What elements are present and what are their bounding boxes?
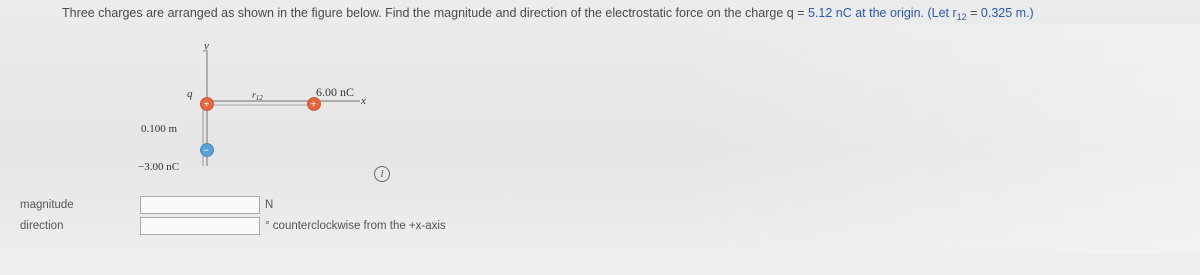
r12-sub: 12 <box>255 94 263 102</box>
distance-label: 0.100 m <box>141 123 178 135</box>
q-value: 5.12 <box>807 6 833 20</box>
r-subscript: 12 <box>956 12 967 22</box>
q-charge-sign: + <box>203 99 210 111</box>
y-axis-label: y <box>204 40 209 52</box>
r12-label <box>252 91 263 102</box>
problem-intro: Three charges are arranged as shown in the figure below. Find the magnitude and direction of the electrostatic force on the charge q = <box>62 6 808 20</box>
r12-letter: r <box>252 91 256 101</box>
direction-input[interactable] <box>140 217 260 235</box>
problem-statement <box>62 6 1197 22</box>
r-unit: m.) <box>1012 6 1034 20</box>
direction-label: direction <box>20 220 64 232</box>
positive-charge-sign: + <box>310 99 317 111</box>
direction-unit: ° counterclockwise from the +x-axis <box>265 220 446 232</box>
magnitude-unit: N <box>265 199 274 211</box>
magnitude-label: magnitude <box>20 199 74 211</box>
x-axis-label: x <box>361 95 366 107</box>
r-equals: = <box>966 6 981 20</box>
positive-charge-label: 6.00 nC <box>316 85 355 99</box>
q-unit: nC at the origin. (Let r <box>832 6 957 20</box>
negative-charge-label: −3.00 nC <box>138 161 180 173</box>
q-label: q <box>187 88 193 100</box>
background-shade <box>680 24 1200 254</box>
magnitude-input[interactable] <box>140 196 260 214</box>
r-value: 0.325 <box>980 6 1013 20</box>
negative-charge-sign: − <box>203 145 209 157</box>
info-icon[interactable]: i <box>374 166 390 182</box>
charge-diagram <box>128 40 408 190</box>
